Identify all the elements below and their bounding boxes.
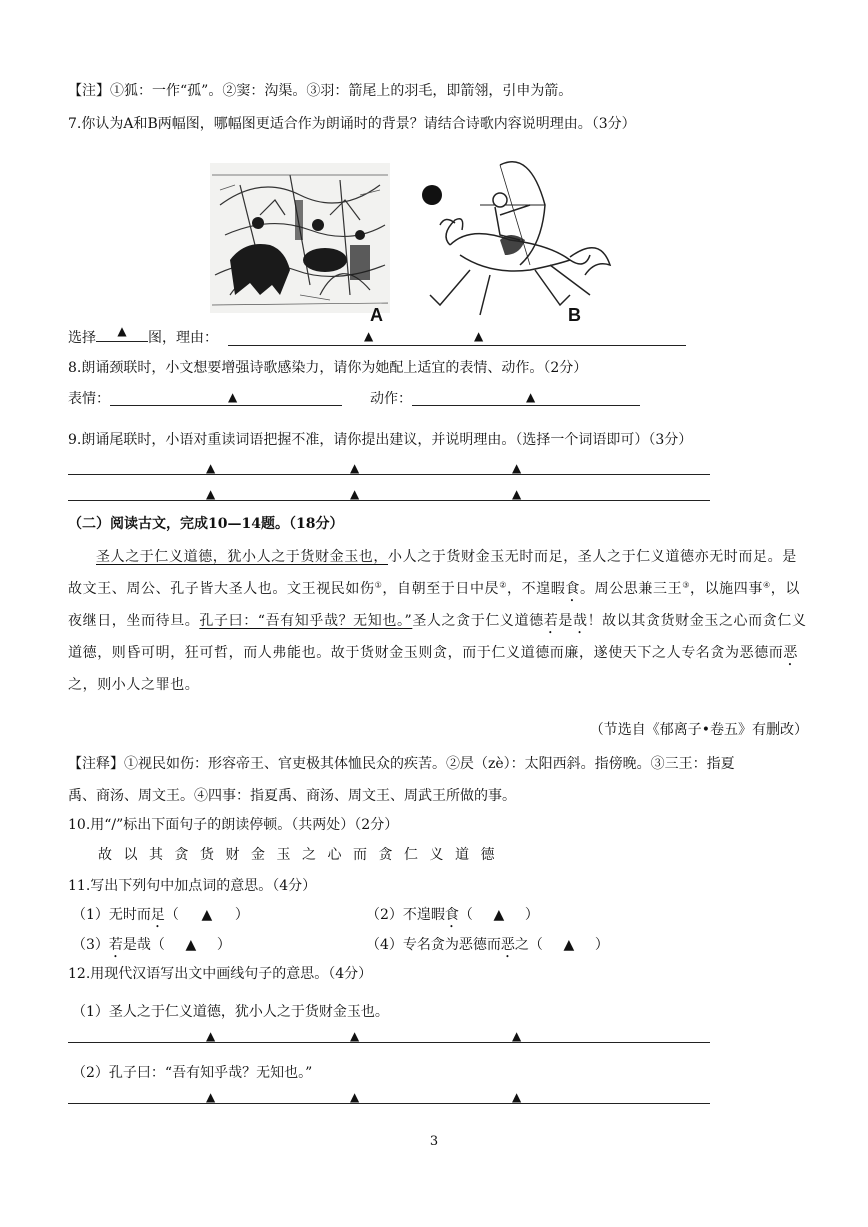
answer-blank[interactable]: ▲ <box>201 907 213 923</box>
q9-answer-line-1[interactable] <box>68 474 710 475</box>
blank-marker: ▲ <box>512 487 522 501</box>
blank-marker: ▲ <box>350 1090 360 1104</box>
passage-text: 。周公思兼三王 <box>580 581 683 597</box>
blank-marker: ▲ <box>474 329 484 343</box>
black-dot <box>422 185 442 205</box>
question-8: 8.朗诵颈联时，小文想要增强诗歌感染力，请你为她配上适宜的表情、动作。（2分） <box>68 360 588 376</box>
item-text: ） <box>524 907 539 923</box>
answer-blank[interactable]: ▲ <box>493 907 505 923</box>
question-7: 7.你认为A和B两幅图，哪幅图更适合作为朗诵时的背景？请结合诗歌内容说明理由。（3分） <box>68 116 636 132</box>
blank-marker: ▲ <box>350 461 360 475</box>
blank-marker: ▲ <box>350 487 360 501</box>
dotted-word: 足 <box>150 907 165 923</box>
q12-answer-line-1[interactable] <box>68 1042 710 1043</box>
blank-marker: ▲ <box>526 390 536 404</box>
dotted-word: 恶 <box>783 645 799 661</box>
blank-marker: ▲ <box>206 461 216 475</box>
q7-illustrations <box>200 145 632 325</box>
question-12: 12.用现代汉语写出文中画线句子的意思。（4分） <box>68 966 373 982</box>
q9-answer-line-2[interactable] <box>68 500 710 501</box>
footnote-ref: ② <box>499 580 507 590</box>
item-text: ） <box>216 937 231 953</box>
item-text: ） <box>594 937 609 953</box>
item-text: （2）不遑暇 <box>366 907 445 923</box>
item-text: （3） <box>72 937 109 953</box>
dotted-word: 食 <box>565 581 580 597</box>
passage-text: 是 <box>558 613 573 629</box>
blank-marker: ▲ <box>512 461 522 475</box>
passage-text: ！故以其贪货财金玉之心而贪仁义道德，则昏可明，狂可哲，而人弗能也。故于货财金玉则贪，而于仁义道德而廉，遂使天下之人专名贪为恶德而 <box>68 613 807 661</box>
expression-label: 表情： <box>68 391 110 407</box>
answer-blank[interactable]: ▲ <box>563 937 575 953</box>
top-note: 【注】①狐：一作“孤”。②窦：沟渠。③羽：箭尾上的羽毛，即箭翎，引申为箭。 <box>68 83 573 99</box>
passage-text: ，以夜继日，坐而待旦。 <box>68 581 800 629</box>
item-text: （1）无时而 <box>72 907 151 923</box>
q12-sentence-1: （1）圣人之于仁义道德，犹小人之于货财金玉也。 <box>72 1004 389 1020</box>
dotted-word: 恶 <box>500 937 515 953</box>
section-2-title: （二）阅读古文，完成10—14题。（18分） <box>68 516 344 532</box>
item-text: 之（ <box>514 937 543 953</box>
question-11: 11.写出下列句中加点词的意思。（4分） <box>68 878 317 894</box>
blank-marker: ▲ <box>206 1090 216 1104</box>
choice-blank[interactable] <box>96 324 148 342</box>
footnote-ref: ① <box>374 580 383 590</box>
passage-text: 是故文王、周公、孔子皆大圣人也。文王视民如伤 <box>68 549 797 597</box>
passage-text: 之，则小人之罪也。 <box>68 677 200 693</box>
blank-marker: ▲ <box>117 324 127 338</box>
passage-text: ，以施四事 <box>689 581 763 597</box>
blank-marker: ▲ <box>206 1029 216 1043</box>
q12-sentence-2: （2）孔子曰：“吾有知乎哉？无知也。” <box>72 1065 313 1081</box>
blank-marker: ▲ <box>228 390 238 404</box>
item-text: （4）专名贪为恶德而 <box>366 937 501 953</box>
q12-answer-line-2[interactable] <box>68 1103 710 1104</box>
q11-item-2 <box>366 906 539 931</box>
dotted-word: 若 <box>543 613 559 629</box>
passage-text: 圣人之贪于仁义道德 <box>412 613 544 629</box>
action-blank[interactable] <box>412 405 640 406</box>
q11-item-4 <box>366 936 609 961</box>
annotation-line-2: 禹、商汤、周文王。④四事：指夏禹、商汤、周文王、周武王所做的事。 <box>68 788 516 804</box>
underlined-sentence-2: 孔子曰：“吾有知乎哉？无知也。” <box>199 613 413 629</box>
passage-text: ，自朝至于日中昃 <box>382 581 500 597</box>
action-label: 动作： <box>370 391 412 407</box>
dotted-word: 若 <box>108 937 123 953</box>
footnote-ref: ③ <box>682 580 690 590</box>
label-b: B <box>568 305 581 325</box>
question-10: 10.用“/”标出下面句子的朗读停顿。（共两处）（2分） <box>68 817 399 833</box>
pause-sentence[interactable]: 故以其贪货财金玉之心而贪仁义道德 <box>98 847 506 863</box>
item-text: （ <box>164 907 179 923</box>
blank-marker: ▲ <box>512 1090 522 1104</box>
footnote-ref: ④ <box>762 580 771 590</box>
blank-marker: ▲ <box>364 329 374 343</box>
page-number: 3 <box>429 1134 439 1149</box>
blank-marker: ▲ <box>350 1029 360 1043</box>
q11-item-3 <box>72 936 231 961</box>
blank-marker: ▲ <box>206 487 216 501</box>
label-a: A <box>370 305 383 325</box>
q7-reason-blank[interactable] <box>228 345 686 346</box>
answer-prefix: 选择 <box>68 330 96 346</box>
image-a-battle-scene <box>210 163 390 313</box>
expression-blank[interactable] <box>110 405 342 406</box>
blank-marker: ▲ <box>512 1029 522 1043</box>
passage-text: 小人之于货财金玉无时而足，圣人之于仁义道德亦无时而足。 <box>388 549 783 565</box>
answer-mid: 图，理由： <box>148 330 218 346</box>
item-text: 是哉（ <box>122 937 165 953</box>
classical-passage <box>68 541 808 701</box>
annotation-line-1: 【注释】①视民如伤：形容帝王、官吏极其体恤民众的疾苦。②昃（zè）：太阳西斜。指傍晚。③三王：指夏 <box>68 756 735 772</box>
passage-text: ，不遑暇 <box>506 581 566 597</box>
item-text: （ <box>458 907 473 923</box>
q11-item-1 <box>72 906 249 931</box>
question-9: 9.朗诵尾联时，小语对重读词语把握不准，请你提出建议，并说明理由。（选择一个词语即可）（3分） <box>68 432 693 448</box>
answer-blank[interactable]: ▲ <box>185 937 197 953</box>
q7-answer-line <box>68 324 218 347</box>
dotted-word: 哉 <box>572 613 588 629</box>
underlined-sentence-1: 圣人之于仁义道德，犹小人之于货财金玉也， <box>96 549 388 565</box>
item-text: ） <box>234 907 249 923</box>
dotted-word: 食 <box>444 907 459 923</box>
passage-source: （节选自《郁离子•卷五》有删改） <box>589 722 808 738</box>
